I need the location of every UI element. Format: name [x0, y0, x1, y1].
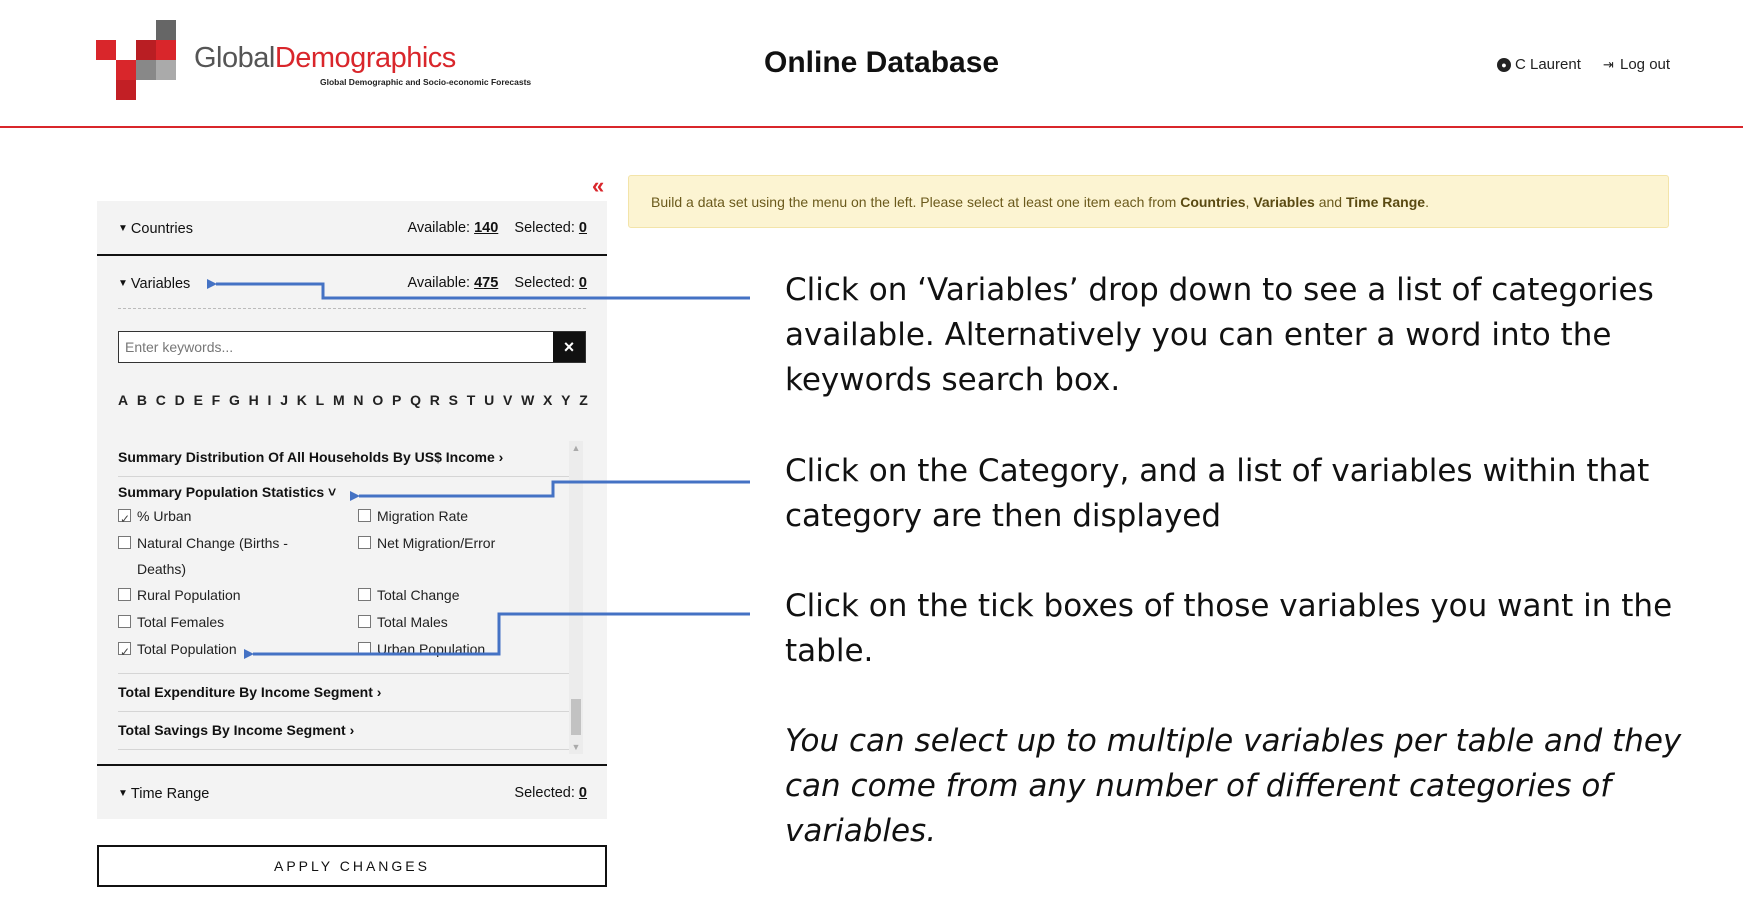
variable-label: Urban Population [377, 641, 486, 657]
page-title: Online Database [764, 46, 1000, 79]
alphabet-letter-w[interactable]: W [521, 392, 535, 408]
selected-label: Selected: [514, 785, 575, 801]
available-label: Available: [407, 220, 471, 236]
alphabet-letter-v[interactable]: V [502, 392, 513, 408]
instruction-3: Click on the tick boxes of those variables you want in the table. [785, 588, 1673, 669]
alphabet-letter-s[interactable]: S [448, 392, 458, 408]
instruction-4: You can select up to multiple variables per table and they can come from any number of different categories of variables. [785, 723, 1682, 849]
category-item[interactable]: Total Savings By Income Segment › [118, 722, 355, 738]
time-range-selected-count[interactable]: 0 [578, 785, 587, 801]
chevron-down-icon: ▼ [118, 223, 128, 234]
variable-label: Rural Population [137, 587, 241, 603]
variables-selected-count[interactable]: 0 [578, 275, 587, 291]
alert-text: Build a data set using the menu on the left. Please select at least one item each from [651, 194, 1181, 210]
alphabet-letter-r[interactable]: R [429, 392, 440, 408]
alert-countries: Countries [1180, 194, 1246, 210]
alphabet-letter-x[interactable]: X [543, 392, 553, 408]
variable-label: Total Females [137, 614, 225, 630]
arrow-to-checkbox [253, 614, 750, 654]
logout-label: Log out [1620, 56, 1671, 73]
alphabet-letter-a[interactable]: A [118, 392, 129, 408]
time-range-label: Time Range [130, 786, 210, 802]
alphabet-letter-u[interactable]: U [484, 392, 495, 408]
alphabet-letter-p[interactable]: P [391, 392, 402, 408]
alert-time-range: Time Range [1345, 194, 1426, 210]
category-item[interactable]: Summary Distribution Of All Households By US$ Income › [118, 449, 504, 465]
alphabet-letter-y[interactable]: Y [561, 392, 571, 408]
variable-label: Total Males [377, 614, 448, 630]
category-item-expanded[interactable]: Summary Population Statistics ˅ [118, 484, 337, 500]
variable-label: Net Migration/Error [377, 535, 496, 551]
variable-label: Total Population [137, 641, 237, 657]
alphabet-letter-q[interactable]: Q [410, 392, 421, 408]
countries-label: Countries [130, 221, 193, 237]
instruction-1: Click on ‘Variables’ drop down to see a list of categories available. Alternatively you can enter a word into the keywords search box. [785, 272, 1654, 398]
category-item[interactable]: Total Expenditure By Income Segment › [118, 684, 382, 700]
chevron-down-icon[interactable]: ▼ [571, 742, 581, 752]
alphabet-letter-d[interactable]: D [174, 392, 185, 408]
alphabet-letter-i[interactable]: I [267, 392, 272, 408]
alphabet-letter-t[interactable]: T [466, 392, 476, 408]
variable-label: Total Change [377, 587, 460, 603]
alphabet-letter-m[interactable]: M [332, 392, 345, 408]
available-label: Available: [407, 275, 471, 291]
user-icon: ● [1497, 58, 1511, 72]
alert-and: and [1314, 194, 1346, 210]
alphabet-letter-o[interactable]: O [372, 392, 384, 408]
alphabet-letter-z[interactable]: Z [579, 392, 588, 408]
apply-changes-button[interactable]: APPLY CHANGES [97, 845, 607, 887]
brand-tagline: Global Demographic and Socio-economic Forecasts [320, 77, 532, 87]
collapse-sidebar-button[interactable]: « [592, 173, 605, 198]
variables-available-count[interactable]: 475 [474, 275, 499, 291]
alphabet-letter-k[interactable]: K [296, 392, 307, 408]
alphabet-letter-c[interactable]: C [155, 392, 166, 408]
chevron-down-icon: ▼ [118, 788, 128, 799]
countries-selected-count[interactable]: 0 [578, 220, 587, 236]
alert-variables: Variables [1253, 194, 1315, 210]
instruction-2: Click on the Category, and a list of variables within that category are then displayed [785, 453, 1650, 534]
alphabet-letter-g[interactable]: G [229, 392, 240, 408]
chevron-down-icon: ▼ [118, 278, 128, 289]
variables-label: Variables [130, 276, 191, 292]
alphabet-letter-b[interactable]: B [136, 392, 148, 408]
selected-label: Selected: [514, 275, 575, 291]
alert-end: . [1425, 194, 1429, 210]
alphabet-letter-f[interactable]: F [211, 392, 221, 408]
alphabet-letter-e[interactable]: E [193, 392, 203, 408]
chevron-up-icon[interactable]: ▲ [571, 443, 581, 453]
brand-name: GlobalDemographics [194, 42, 456, 74]
alphabet-letter-l[interactable]: L [315, 392, 325, 408]
variable-label: Natural Change (Births - Deaths) [137, 535, 288, 577]
countries-available-count[interactable]: 140 [474, 220, 499, 236]
user-name: C Laurent [1515, 56, 1581, 73]
alphabet-letter-n[interactable]: N [353, 392, 364, 408]
arrow-to-category [359, 482, 750, 496]
variable-label: Migration Rate [377, 508, 469, 524]
selected-label: Selected: [514, 220, 575, 236]
alphabet-letter-j[interactable]: J [280, 392, 288, 408]
alert-comma: , [1245, 194, 1254, 210]
logout-icon: ⇥ [1603, 56, 1614, 72]
variable-label: % Urban [137, 508, 192, 524]
alphabet-letter-h[interactable]: H [248, 392, 259, 408]
arrow-to-variables [216, 284, 750, 298]
clear-search-button[interactable]: × [553, 332, 585, 362]
